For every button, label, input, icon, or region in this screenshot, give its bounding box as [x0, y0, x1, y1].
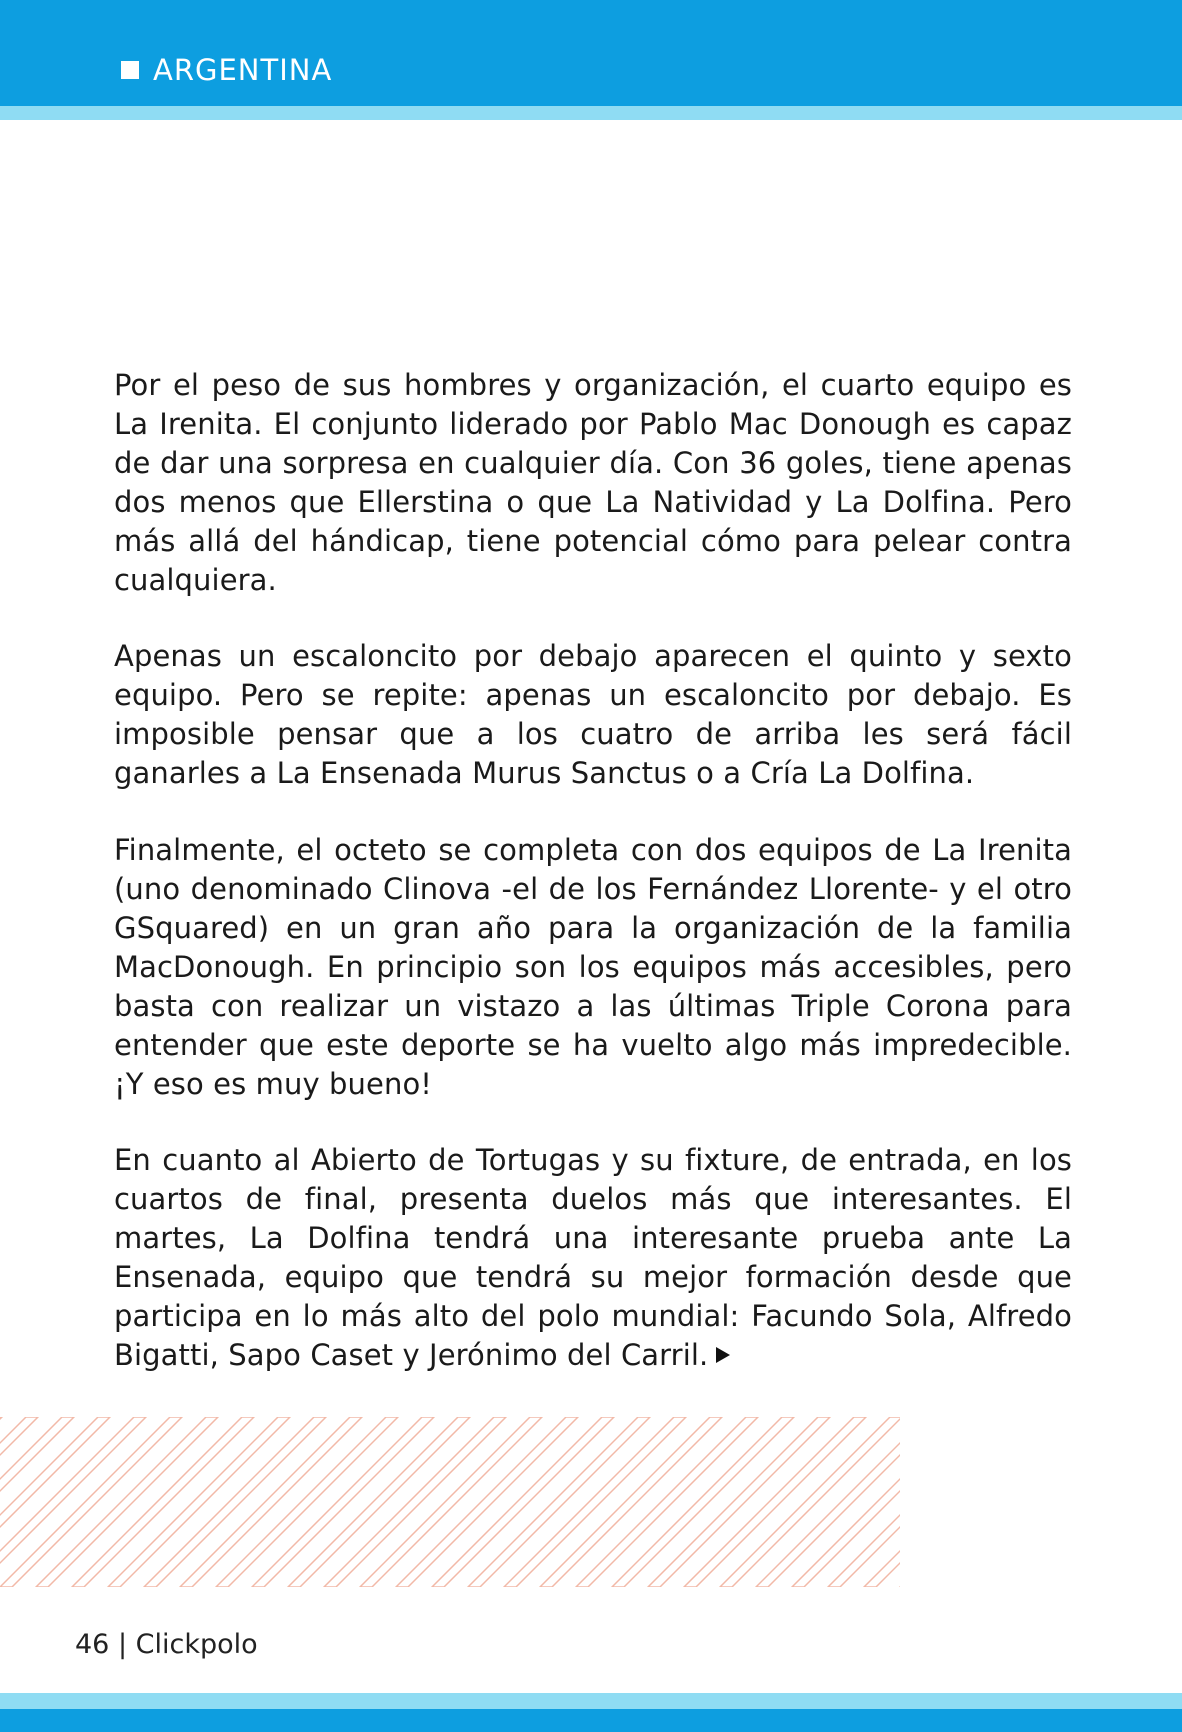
- footer-bar: [0, 1709, 1182, 1732]
- hatch-stripe: [360, 1417, 542, 1587]
- hatch-stripe: [396, 1417, 578, 1587]
- hatch-stripe: [540, 1417, 722, 1587]
- hatch-stripe: [0, 1417, 110, 1587]
- article-body: [114, 366, 1072, 1413]
- hatch-stripe: [864, 1417, 900, 1587]
- hatch-stripe: [648, 1417, 830, 1587]
- hatch-stripe: [468, 1417, 650, 1587]
- hatch-stripe: [0, 1417, 38, 1587]
- hatch-stripe: [252, 1417, 434, 1587]
- paragraph-3: Finalmente, el octeto se completa con dos equipos de La Irenita (uno denominado Clinova -el de los Fernández Llorente- y el otro GSquared) en un gran año para la organización de la familia MacDonough. En principio son los equipos más accesibles, pero basta con realizar un vistazo a las últimas Triple Corona para entender que este deporte se ha vuelto algo más impredecible. ¡Y eso es muy bueno!: [114, 833, 1072, 1101]
- hatch-stripe: [108, 1417, 290, 1587]
- diagonal-hatch-decoration: [0, 1417, 900, 1587]
- hatch-stripe: [288, 1417, 470, 1587]
- paragraph-4-text: En cuanto al Abierto de Tortugas y su fixture, de entrada, en los cuartos de final, presenta duelos más que interesantes. El martes, La Dolfina tendrá una interesante prueba ante La Ensenada, equipo que tendrá su mejor formación desde que participa en lo más alto del polo mundial: Facundo Sola, Alfredo Bigatti, Sapo Caset y Jerónimo del Carril.: [114, 1143, 1072, 1372]
- paragraph-4: [114, 1141, 1072, 1374]
- section-square-icon: [121, 61, 139, 79]
- hatch-stripe: [504, 1417, 686, 1587]
- play-triangle-icon: [716, 1347, 730, 1363]
- header-accent-stripe: [0, 106, 1182, 120]
- hatch-stripe: [216, 1417, 398, 1587]
- hatch-stripe: [792, 1417, 900, 1587]
- hatch-stripe: [684, 1417, 866, 1587]
- paragraph-2: Apenas un escaloncito por debajo aparecen el quinto y sexto equipo. Pero se repite: apenas un escaloncito por debajo. Es imposible pensar que a los cuatro de arriba les será fácil ganarles a La Ensenada Murus Sanctus o a Cría La Dolfina.: [114, 639, 1072, 791]
- hatch-stripe: [576, 1417, 758, 1587]
- paragraph-1: Por el peso de sus hombres y organización, el cuarto equipo es La Irenita. El conjunto liderado por Pablo Mac Donough es capaz de dar una sorpresa en cualquier día. Con 36 goles, tiene apenas dos menos que Ellerstina o que La Natividad y La Dolfina. Pero más allá del hándicap, tiene potencial cómo para pelear contra cualquiera.: [114, 368, 1072, 597]
- hatch-stripe: [720, 1417, 900, 1587]
- hatch-stripe: [432, 1417, 614, 1587]
- hatch-stripe: [36, 1417, 218, 1587]
- hatch-stripe: [180, 1417, 362, 1587]
- page-footer-label: 46 | Clickpolo: [75, 1629, 258, 1660]
- footer-accent-stripe: [0, 1693, 1182, 1709]
- hatch-stripe: [144, 1417, 326, 1587]
- section-title: ARGENTINA: [153, 53, 333, 87]
- hatch-stripe: [0, 1417, 182, 1587]
- hatch-stripe: [612, 1417, 794, 1587]
- hatch-stripe: [324, 1417, 506, 1587]
- hatch-stripe: [72, 1417, 254, 1587]
